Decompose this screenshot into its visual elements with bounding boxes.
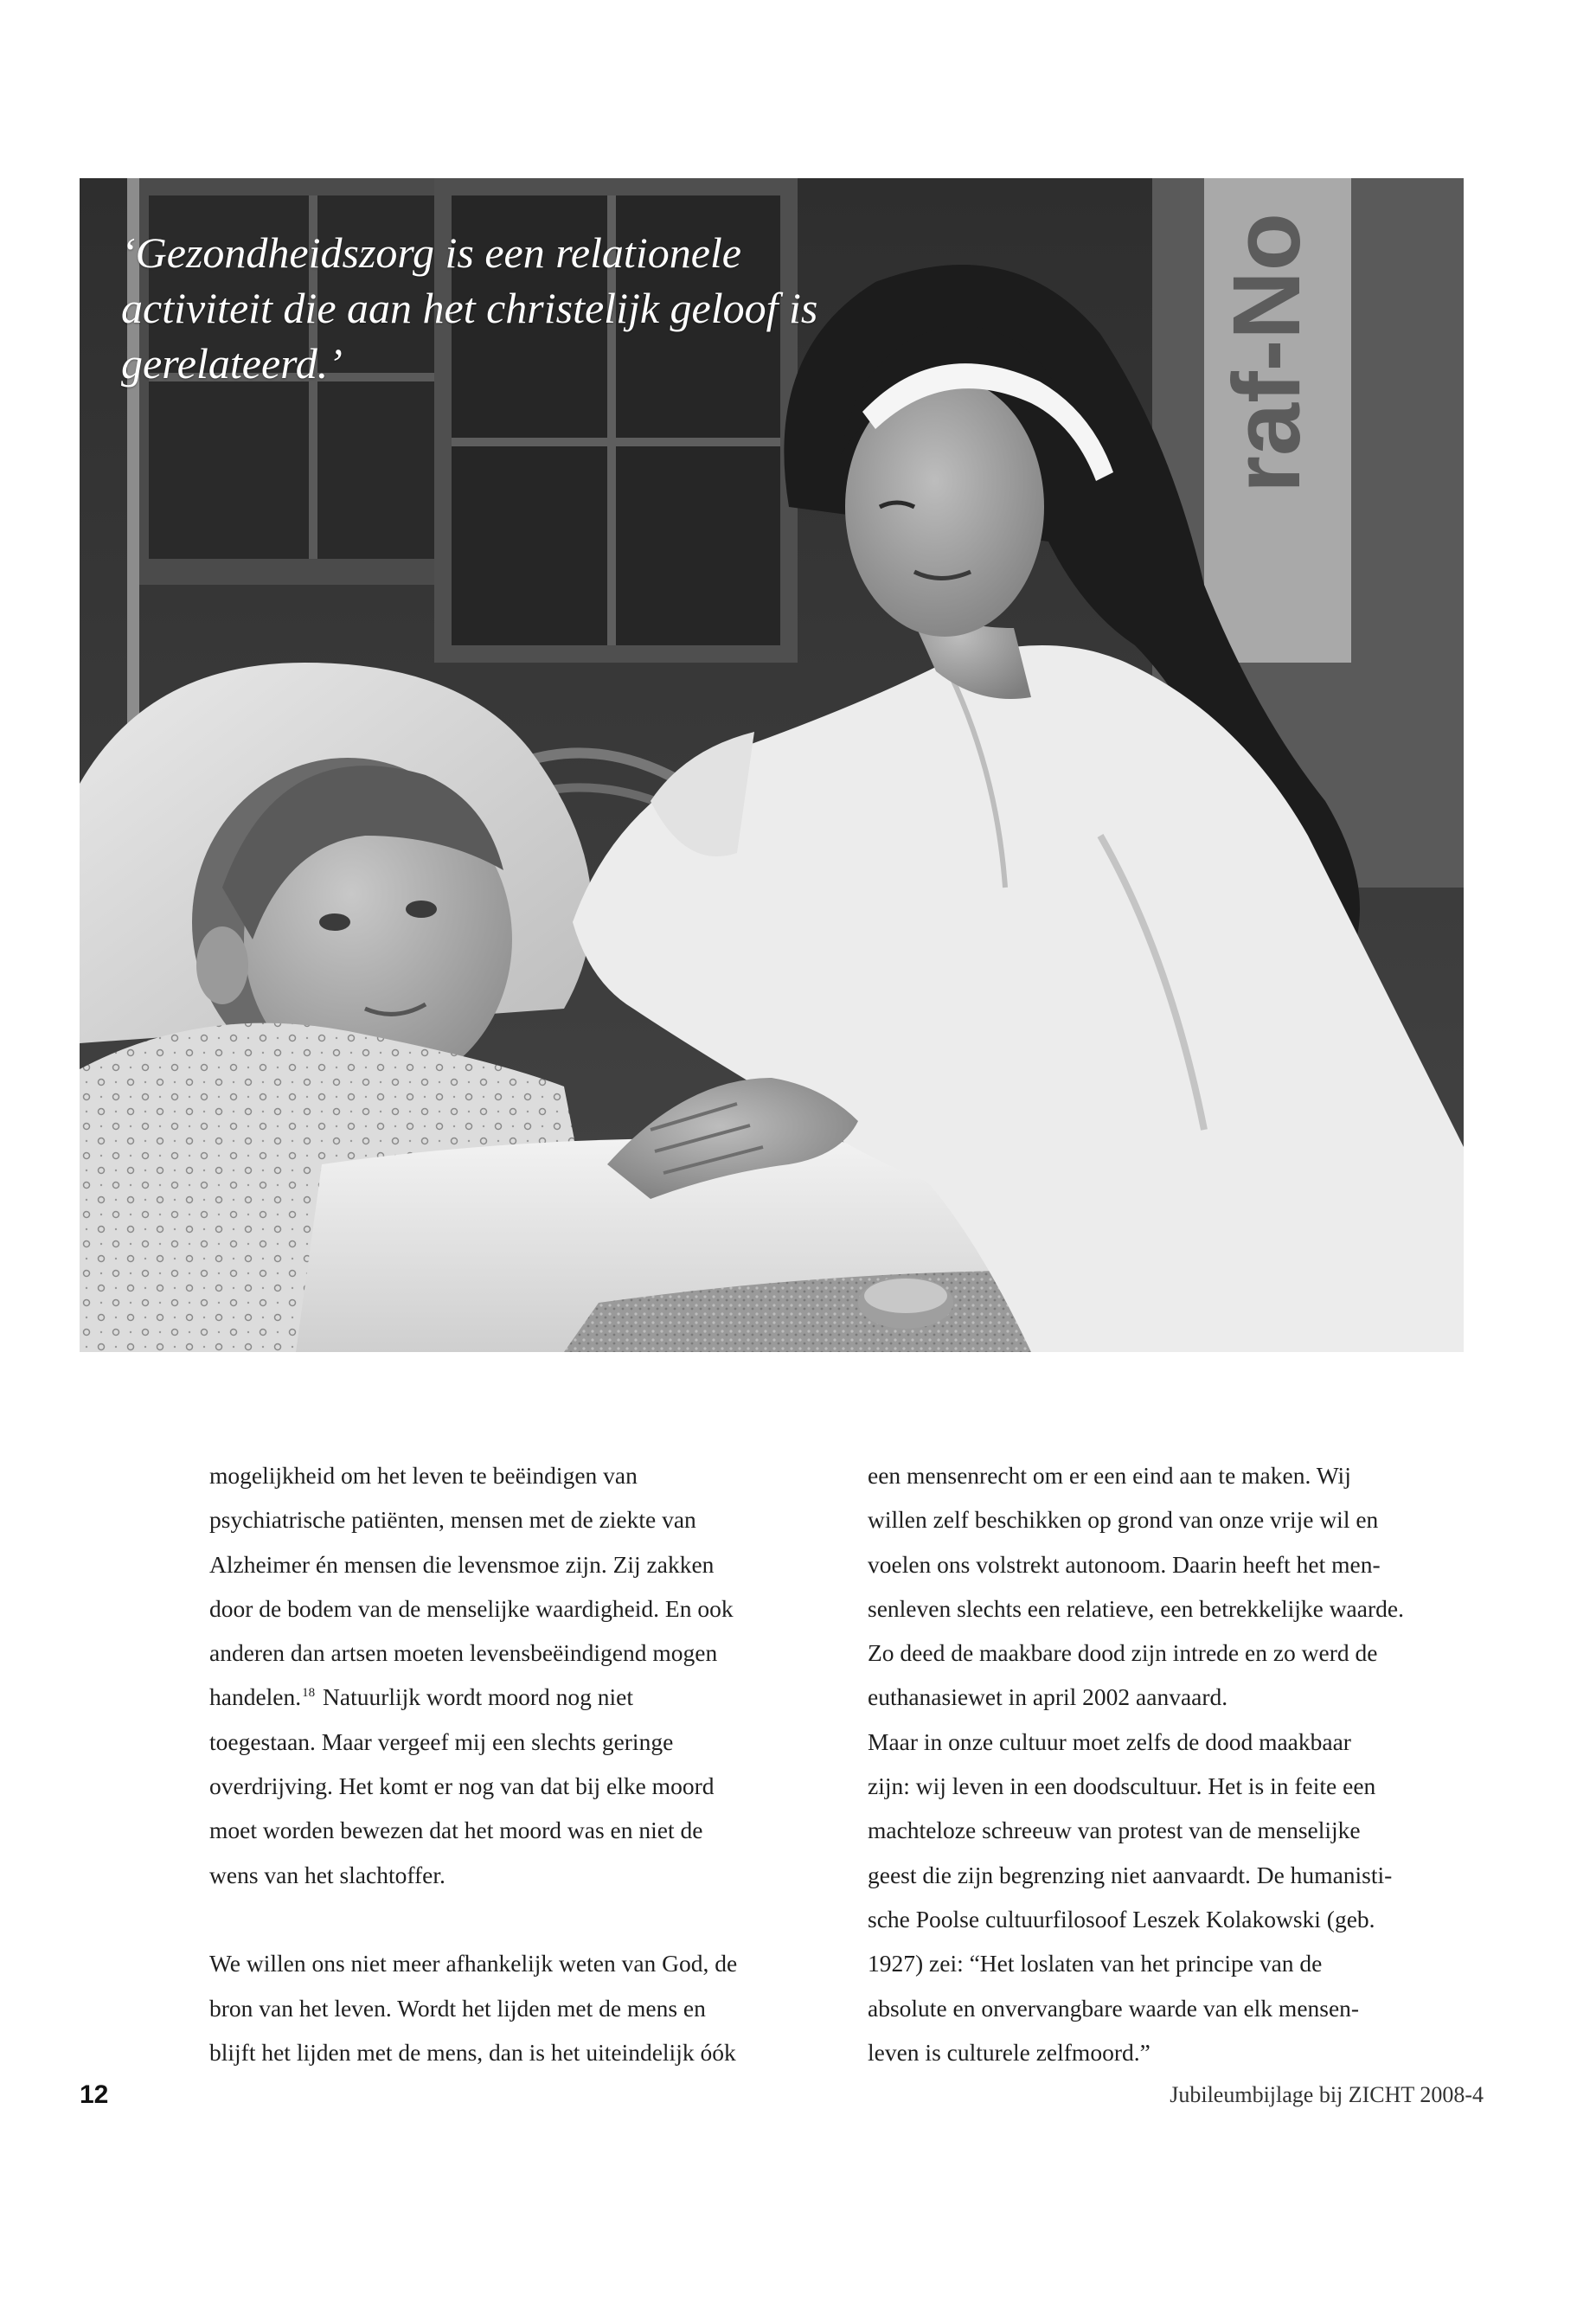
footnote-marker[interactable]: 18 bbox=[302, 1686, 316, 1701]
text-line: zijn: wij leven in een doodscultuur. Het is in feite een bbox=[868, 1772, 1376, 1800]
text-line: geest die zijn begrenzing niet aanvaardt. De humanisti- bbox=[868, 1861, 1393, 1888]
text-line: door de bodem van de menselijke waardigheid. En ook bbox=[209, 1594, 734, 1622]
text-line: machteloze schreeuw van protest van de menselijke bbox=[868, 1817, 1361, 1844]
paragraph bbox=[209, 1453, 815, 1897]
text-line: moet worden bewezen dat het moord was en niet de bbox=[209, 1817, 703, 1844]
text-line bbox=[209, 1675, 815, 1719]
text-fragment: handelen. bbox=[209, 1683, 302, 1711]
text-fragment: Natuurlijk wordt moord nog niet bbox=[317, 1683, 633, 1711]
text-line: senleven slechts een relatieve, een betrekkelijke waarde. bbox=[868, 1594, 1404, 1622]
text-line: Alzheimer én mensen die levensmoe zijn. Zij zakken bbox=[209, 1550, 715, 1578]
paragraph bbox=[868, 1453, 1473, 2074]
text-line: euthanasiewet in april 2002 aanvaard. bbox=[868, 1683, 1228, 1711]
paragraph bbox=[209, 1941, 815, 2074]
article-column-right bbox=[868, 1453, 1473, 2074]
text-line: psychiatrische patiënten, mensen met de ziekte van bbox=[209, 1506, 696, 1534]
hero-photo bbox=[80, 178, 1464, 1352]
article-column-left bbox=[209, 1453, 815, 2074]
text-line: anderen dan artsen moeten levensbeëindigend mogen bbox=[209, 1639, 718, 1667]
text-line: wens van het slachtoffer. bbox=[209, 1861, 445, 1888]
running-footer: Jubileumbijlage bij ZICHT 2008-4 bbox=[1170, 2082, 1484, 2107]
text-line: voelen ons volstrekt autonoom. Daarin heeft het men- bbox=[868, 1550, 1381, 1578]
sign-text: raf-No bbox=[1214, 213, 1320, 493]
text-line: blijft het lijden met de mens, dan is het uiteindelijk óók bbox=[209, 2038, 736, 2066]
text-line: absolute en onvervangbare waarde van elk mensen- bbox=[868, 1994, 1360, 2022]
pull-quote: ‘Gezondheidszorg is een relationele activiteit die aan het christelijk geloof is gerelateerd.’ bbox=[121, 228, 818, 388]
text-line: bron van het leven. Wordt het lijden met de mens en bbox=[209, 1994, 706, 2022]
text-line: 1927) zei: “Het loslaten van het principe van de bbox=[868, 1950, 1323, 1977]
text-line: willen zelf beschikken op grond van onze vrije wil en bbox=[868, 1506, 1379, 1534]
page-number: 12 bbox=[80, 2080, 109, 2109]
text-line: Zo deed de maakbare dood zijn intrede en zo werd de bbox=[868, 1639, 1378, 1667]
text-line: sche Poolse cultuurfilosoof Leszek Kolakowski (geb. bbox=[868, 1905, 1375, 1932]
text-line: mogelijkheid om het leven te beëindigen van bbox=[209, 1462, 638, 1489]
text-line: We willen ons niet meer afhankelijk weten van God, de bbox=[209, 1950, 738, 1977]
text-line: toegestaan. Maar vergeef mij een slechts geringe bbox=[209, 1727, 674, 1755]
text-line: Maar in onze cultuur moet zelfs de dood maakbaar bbox=[868, 1727, 1351, 1755]
text-line: overdrijving. Het komt er nog van dat bij elke moord bbox=[209, 1772, 715, 1800]
text-line: een mensenrecht om er een eind aan te maken. Wij bbox=[868, 1462, 1351, 1489]
text-line: leven is culturele zelfmoord.” bbox=[868, 2038, 1151, 2066]
